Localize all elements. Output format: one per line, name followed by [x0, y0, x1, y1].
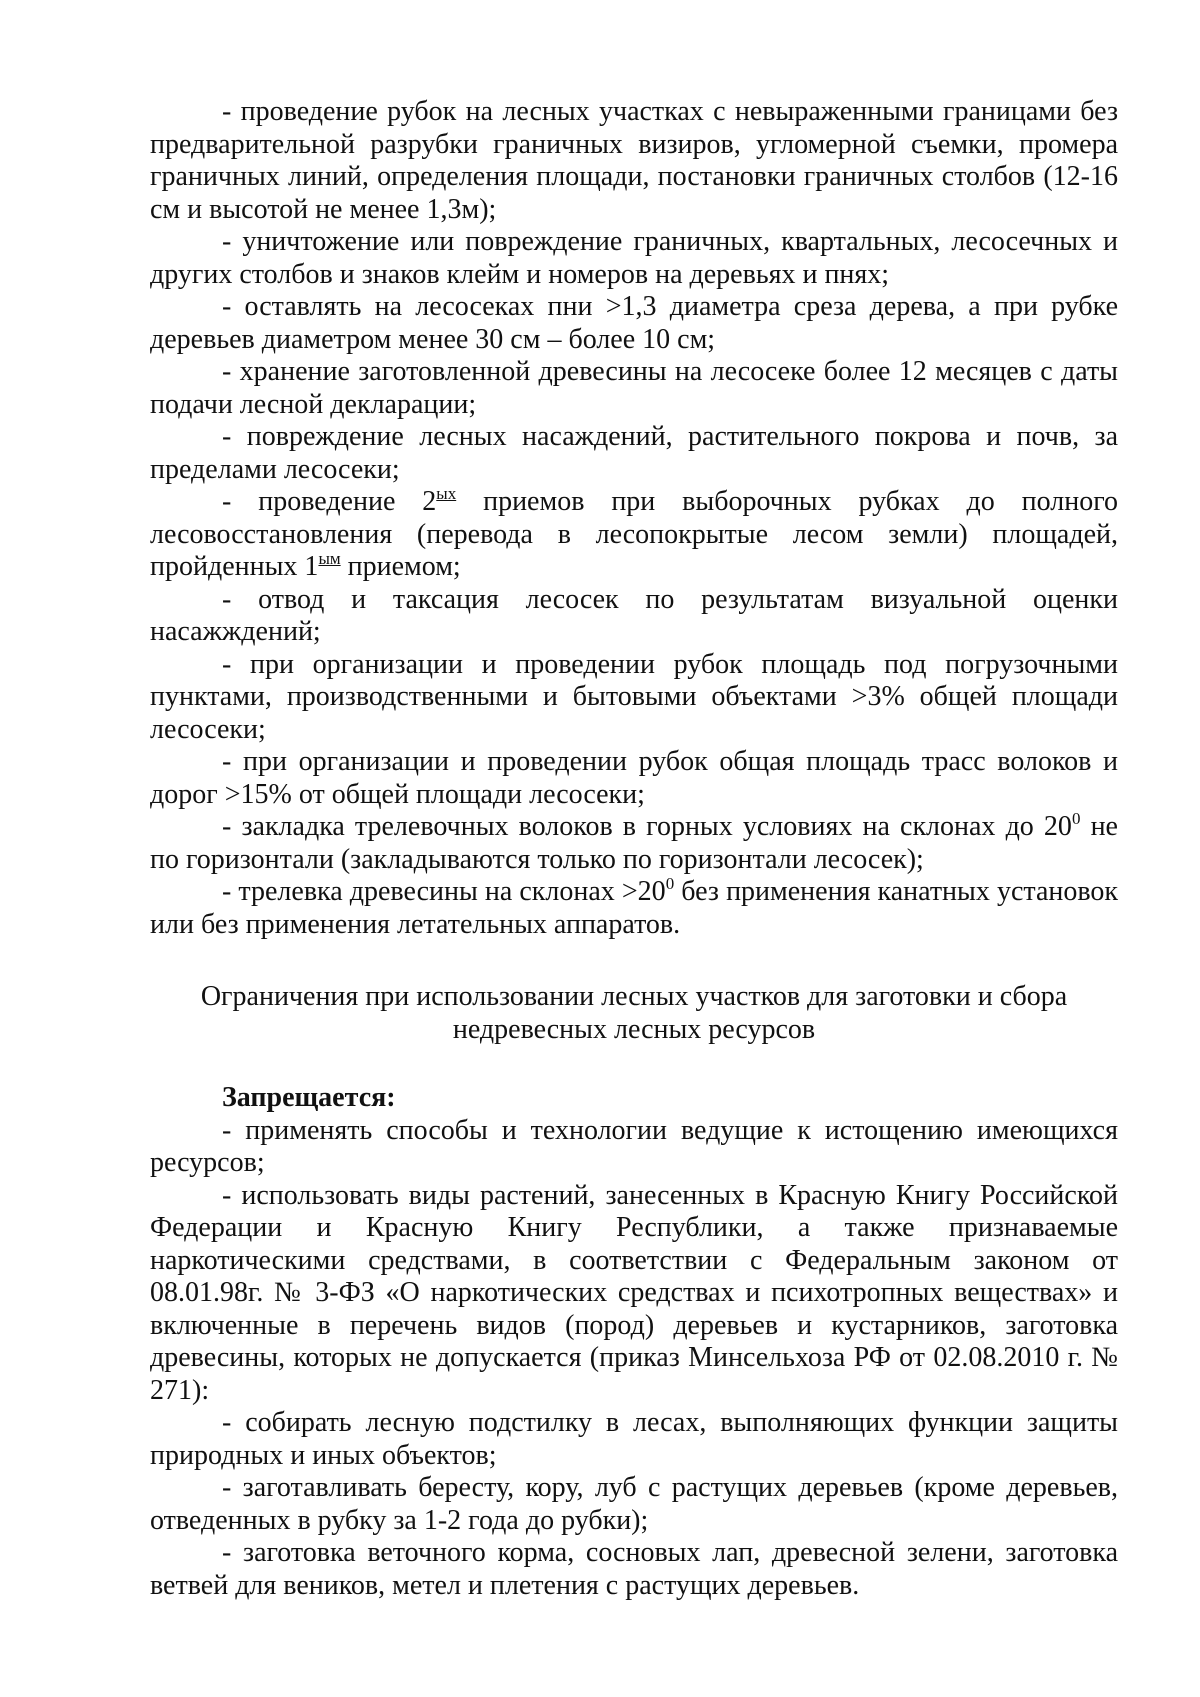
- restriction-item-skidding-slopes: [150, 876, 1118, 941]
- restriction-item-wood-storage: - хранение заготовленной древесины на лесосеке более 12 месяцев с даты подачи лесной декларации;: [150, 356, 1118, 420]
- prohibition-item-branch-feed: - заготовка веточного корма, сосновых лап, древесной зелени, заготовка ветвей для веников, метел и плетения с растущих деревьев.: [150, 1537, 1118, 1601]
- prohibition-item-red-book-plants: - использовать виды растений, занесенных в Красную Книгу Российской Федерации и Красную Книгу Республики, а также признаваемые наркотическими средствами, в соответствии с Федеральным законом от 08.01.98г. № 3-ФЗ «О наркотических средствах и психотропных веществах» и включенные в перечень видов (пород) деревьев и кустарников, заготовка древесины, которых не допускается (приказ Минсельхоза РФ от 02.08.2010 г. № 271):: [150, 1179, 1118, 1406]
- text-fragment: не по горизонтали (закладываются только по горизонтали лесосек);: [150, 811, 1118, 875]
- restriction-item-vegetation-damage: - повреждение лесных насаждений, растительного покрова и почв, за пределами лесосеки;: [150, 421, 1118, 485]
- document-page: [150, 96, 1118, 1602]
- text-fragment: - проведение 2: [222, 486, 437, 517]
- restriction-item-stumps: - оставлять на лесосеках пни >1,3 диаметра среза дерева, а при рубке деревьев диаметром менее 30 см – более 10 см;: [150, 291, 1118, 355]
- degree-superscript: 0: [665, 874, 675, 893]
- restriction-item-second-stage-felling: [150, 486, 1118, 584]
- restriction-item-loading-points: - при организации и проведении рубок площадь под погрузочными пунктами, производственными и бытовыми объектами >3% общей площади лесосеки;: [150, 648, 1118, 745]
- text-fragment: - закладка трелевочных волоков в горных условиях на склонах до 20: [222, 811, 1072, 842]
- section-heading: Ограничения при использовании лесных участков для заготовки и сбора недревесных лесных ресурсов: [200, 981, 1068, 1045]
- text-fragment: без применения канатных установок или без применения летательных аппаратов.: [150, 876, 1118, 940]
- prohibition-item-forest-litter: - собирать лесную подстилку в лесах, выполняющих функции защиты природных и иных объектов;: [150, 1407, 1118, 1471]
- restriction-item-roads-area: - при организации и проведении рубок общая площадь трасс волоков и дорог >15% от общей площади лесосеки;: [150, 746, 1118, 810]
- forbidden-label: Запрещается:: [222, 1082, 396, 1113]
- degree-superscript: 0: [1071, 809, 1081, 828]
- restriction-item-boundaries: - проведение рубок на лесных участках с невыраженными границами без предварительной разрубки граничных визиров, угломерной съемки, промера граничных линий, определения площади, постановки граничных столбов (12-16 см и высотой не менее 1,3м);: [150, 96, 1118, 225]
- superscript-text: ым: [318, 549, 341, 568]
- restriction-item-visual-assessment: - отвод и таксация лесосек по результатам визуальной оценки насажждений;: [150, 583, 1118, 647]
- superscript-text: ых: [436, 484, 457, 503]
- text-fragment: приемов при выборочных рубках до полного лесовосстановления (перевода в лесопокрытые лесом земли) площадей, пройденных 1: [150, 486, 1118, 582]
- restriction-item-skid-trails: [150, 811, 1118, 876]
- prohibition-item-birch-bark: - заготавливать бересту, кору, луб с растущих деревьев (кроме деревьев, отведенных в рубку за 1-2 года до рубки);: [150, 1472, 1118, 1536]
- text-fragment: приемом;: [340, 551, 461, 582]
- prohibition-item-depletion: - применять способы и технологии ведущие к истощению имеющихся ресурсов;: [150, 1114, 1118, 1178]
- restriction-item-posts-damage: - уничтожение или повреждение граничных, квартальных, лесосечных и других столбов и знаков клейм и номеров на деревьях и пнях;: [150, 226, 1118, 290]
- text-fragment: - трелевка древесины на склонах >20: [222, 876, 666, 907]
